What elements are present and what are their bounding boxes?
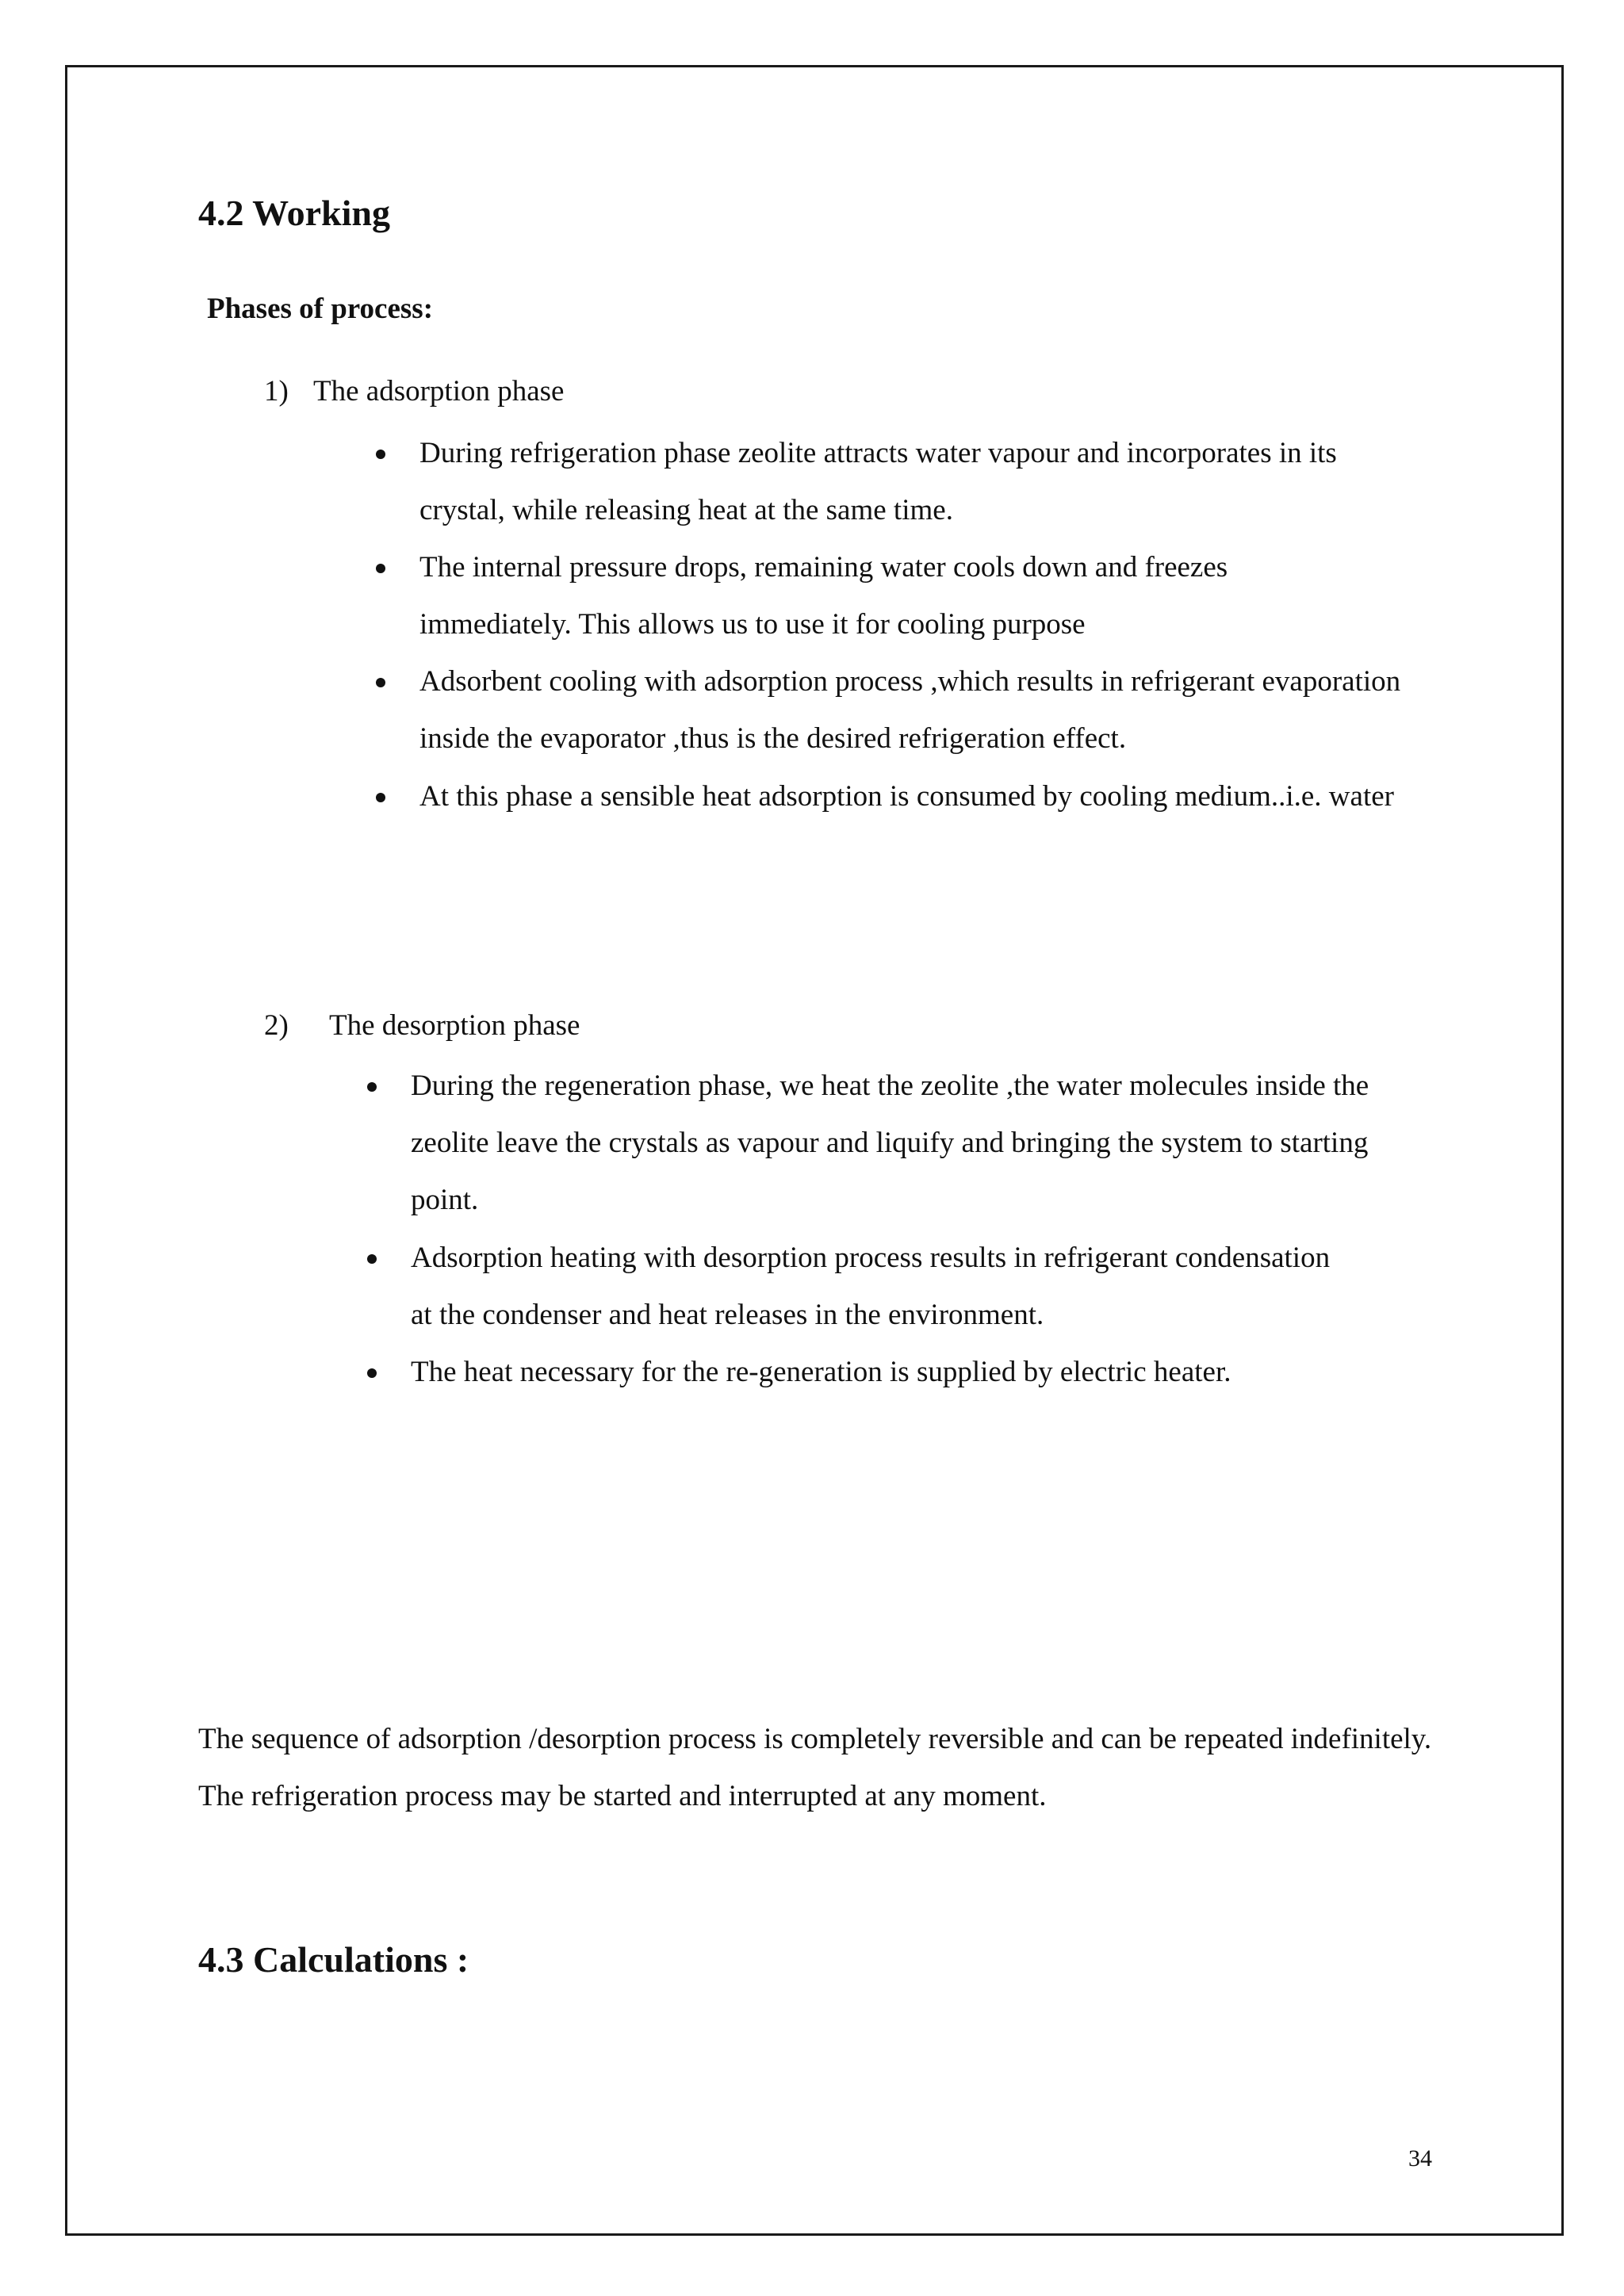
reversibility-paragraph: The sequence of adsorption /desorption process is completely reversible and can be repeated indefinitely. The refrigeration process may be started and interrupted at any moment.	[198, 1723, 1432, 1812]
phase-1-bullet-4: At this phase a sensible heat adsorption is consumed by cooling medium..i.e. water	[419, 780, 1394, 813]
phases-subheading: Phases of process:	[207, 293, 434, 325]
phase-1-bullet-3: Adsorbent cooling with adsorption process ,which results in refrigerant evaporation inside the evaporator ,thus is the desired refrigeration effect.	[419, 665, 1401, 755]
bullet-dot	[367, 1368, 377, 1378]
phase-2-number: 2)	[264, 1009, 289, 1042]
phase-1-title: The adsorption phase	[313, 375, 565, 408]
phase-1-bullet-2: The internal pressure drops, remaining water cools down and freezes immediately. This allows us to use it for cooling purpose	[419, 551, 1228, 641]
phase-2-bullet-3: The heat necessary for the re-generation is supplied by electric heater.	[411, 1356, 1231, 1388]
phase-2-bullet-2: Adsorption heating with desorption process results in refrigerant condensation at the condenser and heat releases in the environment.	[411, 1242, 1331, 1331]
bullet-dot	[376, 564, 385, 573]
phase-1-bullet-1: During refrigeration phase zeolite attracts water vapour and incorporates in its crystal, while releasing heat at the same time.	[419, 437, 1337, 526]
bullet-dot	[376, 450, 385, 459]
phase-2-title: The desorption phase	[329, 1009, 580, 1042]
bullet-dot	[367, 1254, 377, 1264]
phase-2-bullet-1: During the regeneration phase, we heat the zeolite ,the water molecules inside the zeolite leave the crystals as vapour and liquify and bringing the system to starting point.	[411, 1070, 1369, 1216]
page-number: 34	[1408, 2145, 1432, 2172]
section-heading-working: 4.2 Working	[198, 193, 390, 233]
bullet-dot	[367, 1082, 377, 1092]
section-heading-calculations: 4.3 Calculations :	[198, 1939, 469, 1980]
phase-1-number: 1)	[264, 375, 289, 408]
bullet-dot	[376, 793, 385, 802]
bullet-dot	[376, 678, 385, 687]
